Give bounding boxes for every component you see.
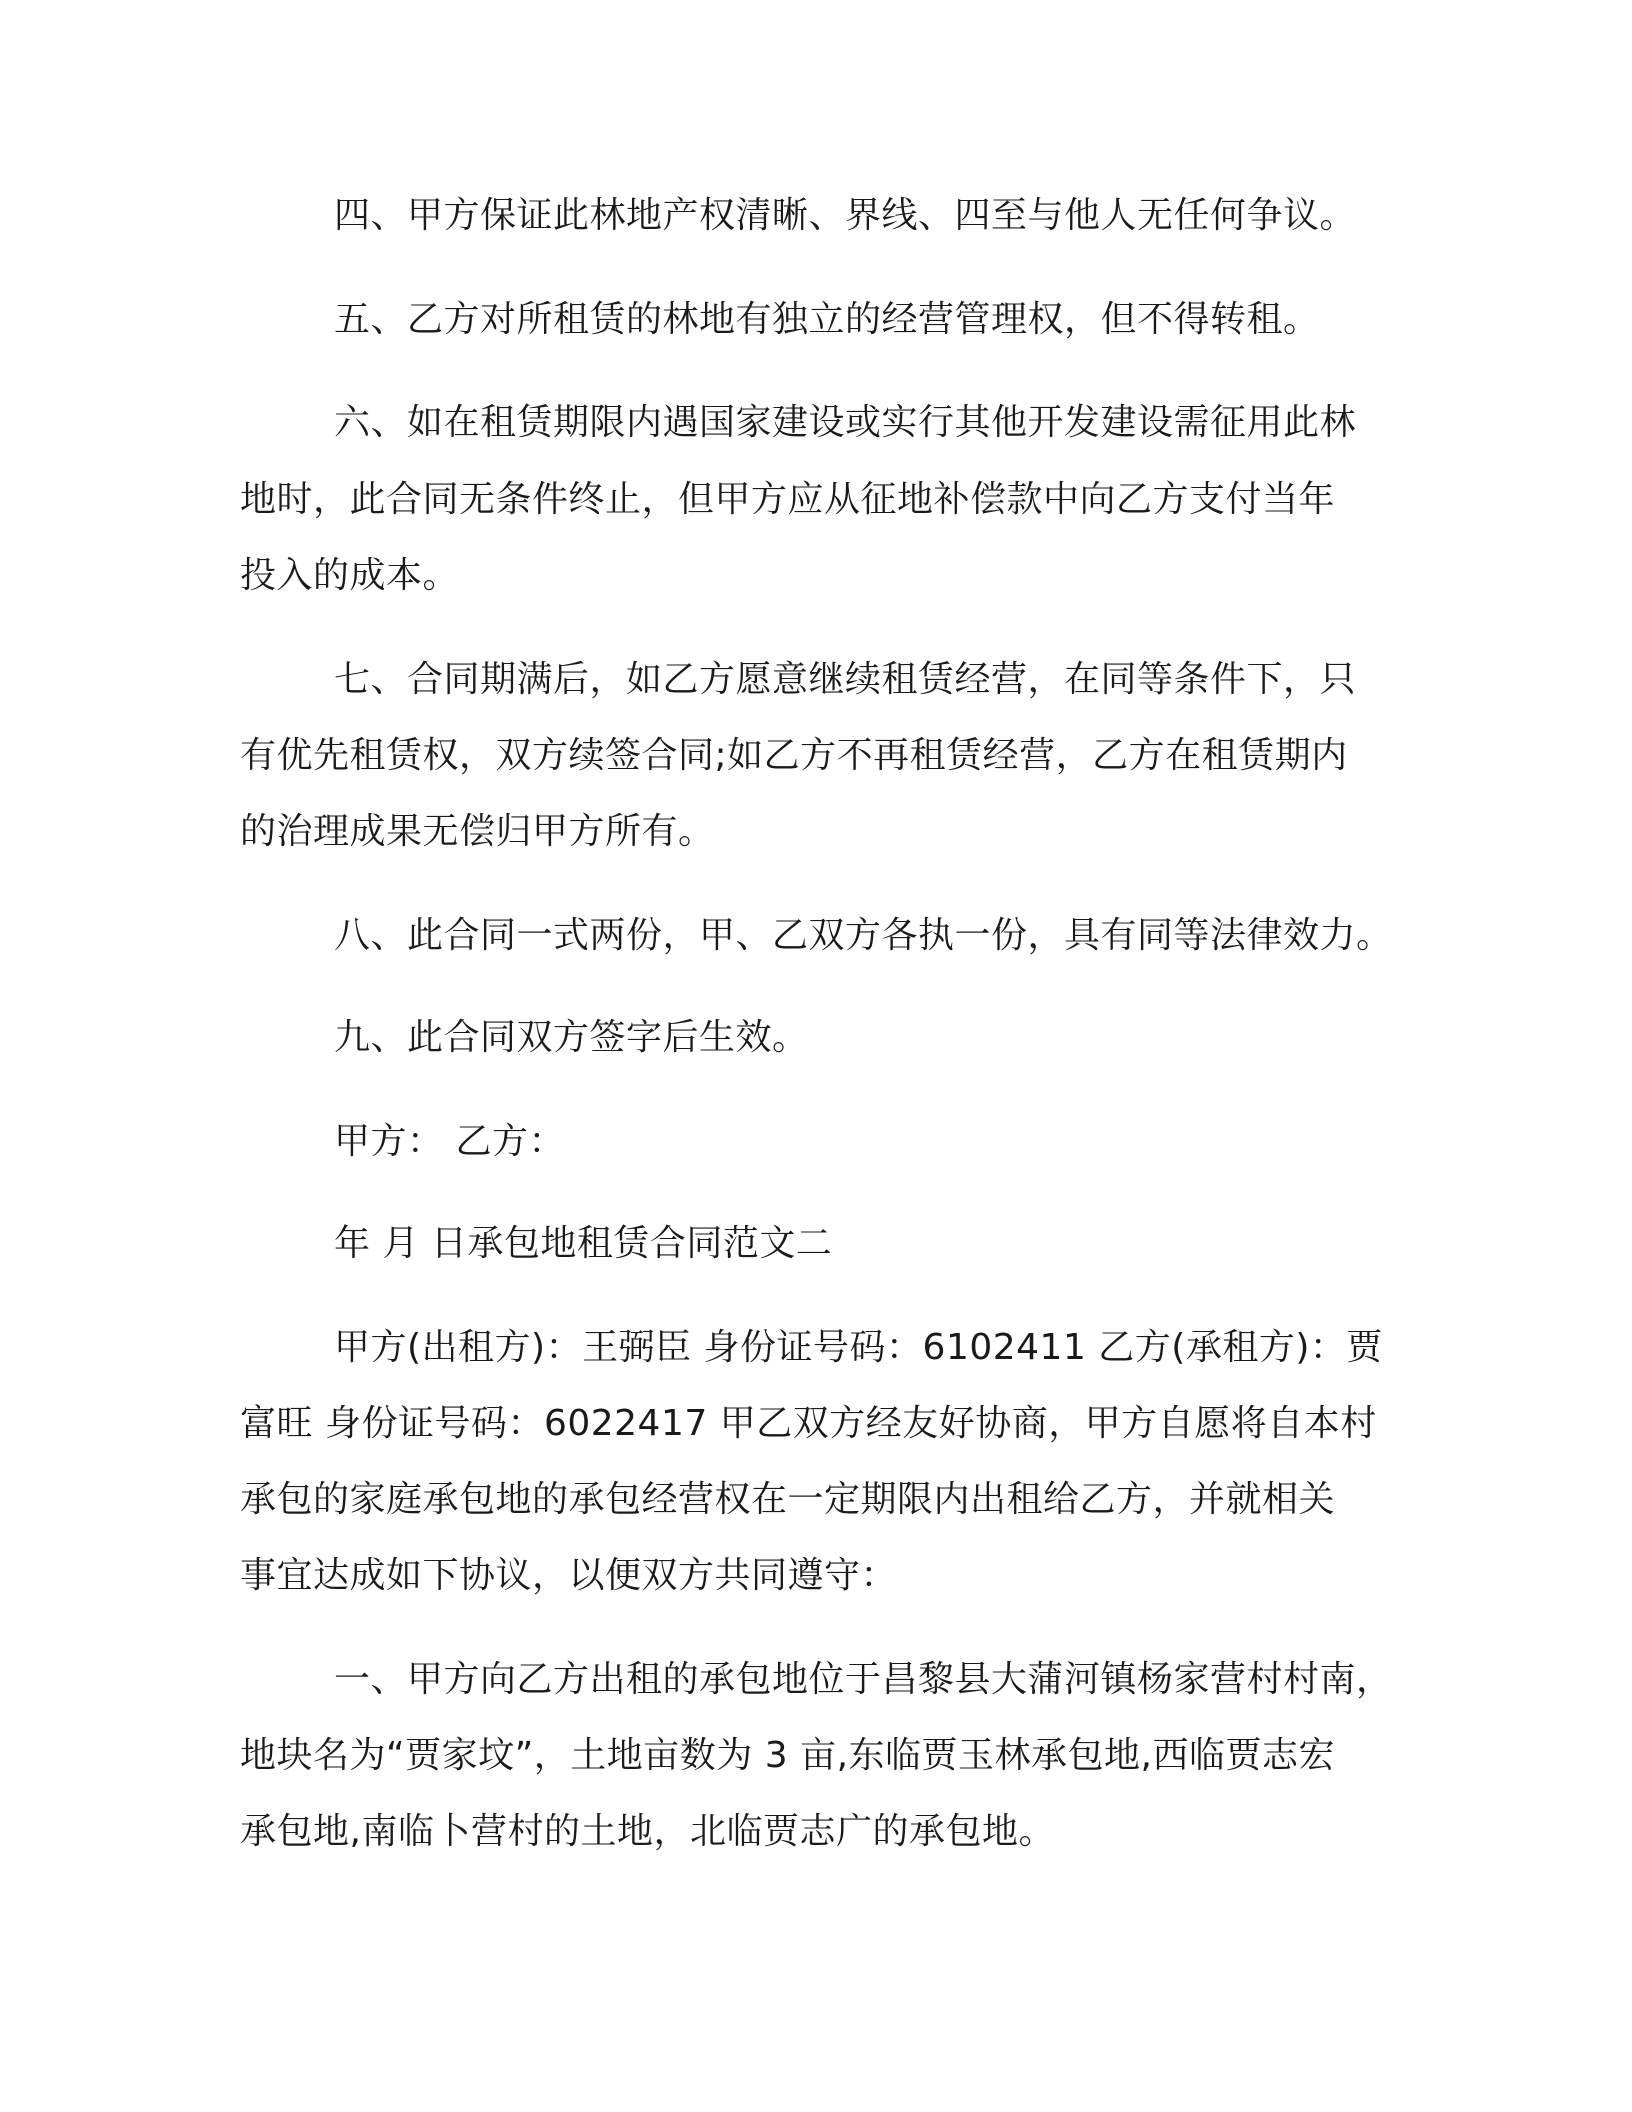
clause-one-line-3: 承包地,南临卜营村的土地，北临贾志广的承包地。: [240, 1811, 1055, 1852]
parties-intro-line-1: 甲方(出租方)：王弼臣 身份证号码：6102411 乙方(承租方)：贾: [334, 1327, 1383, 1368]
clause-one-line-1: 一、甲方向乙方出租的承包地位于昌黎县大蒲河镇杨家营村村南，: [334, 1659, 1393, 1700]
clause-one-line-2: 地块名为“贾家坟”，土地亩数为 3 亩,东临贾玉林承包地,西临贾志宏: [240, 1735, 1335, 1776]
clause-four-line-1: 四、甲方保证此林地产权清晰、界线、四至与他人无任何争议。: [334, 195, 1357, 236]
signature-parties-line: 甲方： 乙方：: [334, 1121, 565, 1162]
clause-six-line-2: 地时，此合同无条件终止，但甲方应从征地补偿款中向乙方支付当年: [240, 479, 1336, 520]
clause-eight-line-1: 八、此合同一式两份，甲、乙双方各执一份，具有同等法律效力。: [334, 915, 1393, 956]
clause-nine-line-1: 九、此合同双方签字后生效。: [334, 1017, 809, 1058]
clause-seven-line-1: 七、合同期满后，如乙方愿意继续租赁经营，在同等条件下，只: [334, 659, 1357, 700]
clause-five-line-1: 五、乙方对所租赁的林地有独立的经营管理权，但不得转租。: [334, 299, 1320, 340]
clause-seven-line-3: 的治理成果无偿归甲方所有。: [240, 811, 715, 852]
parties-intro-line-2: 富旺 身份证号码：6022417 甲乙双方经友好协商，甲方自愿将自本村: [240, 1403, 1377, 1444]
clause-seven-line-2: 有优先租赁权，双方续签合同;如乙方不再租赁经营，乙方在租赁期内: [240, 735, 1348, 776]
clause-six-line-1: 六、如在租赁期限内遇国家建设或实行其他开发建设需征用此林: [334, 402, 1357, 443]
parties-intro-line-3: 承包的家庭承包地的承包经营权在一定期限内出租给乙方，并就相关: [240, 1479, 1336, 1520]
clause-six-line-3: 投入的成本。: [240, 555, 460, 596]
date-and-section-title: 年 月 日承包地租赁合同范文二: [334, 1223, 833, 1264]
parties-intro-line-4: 事宜达成如下协议，以便双方共同遵守：: [240, 1555, 898, 1596]
